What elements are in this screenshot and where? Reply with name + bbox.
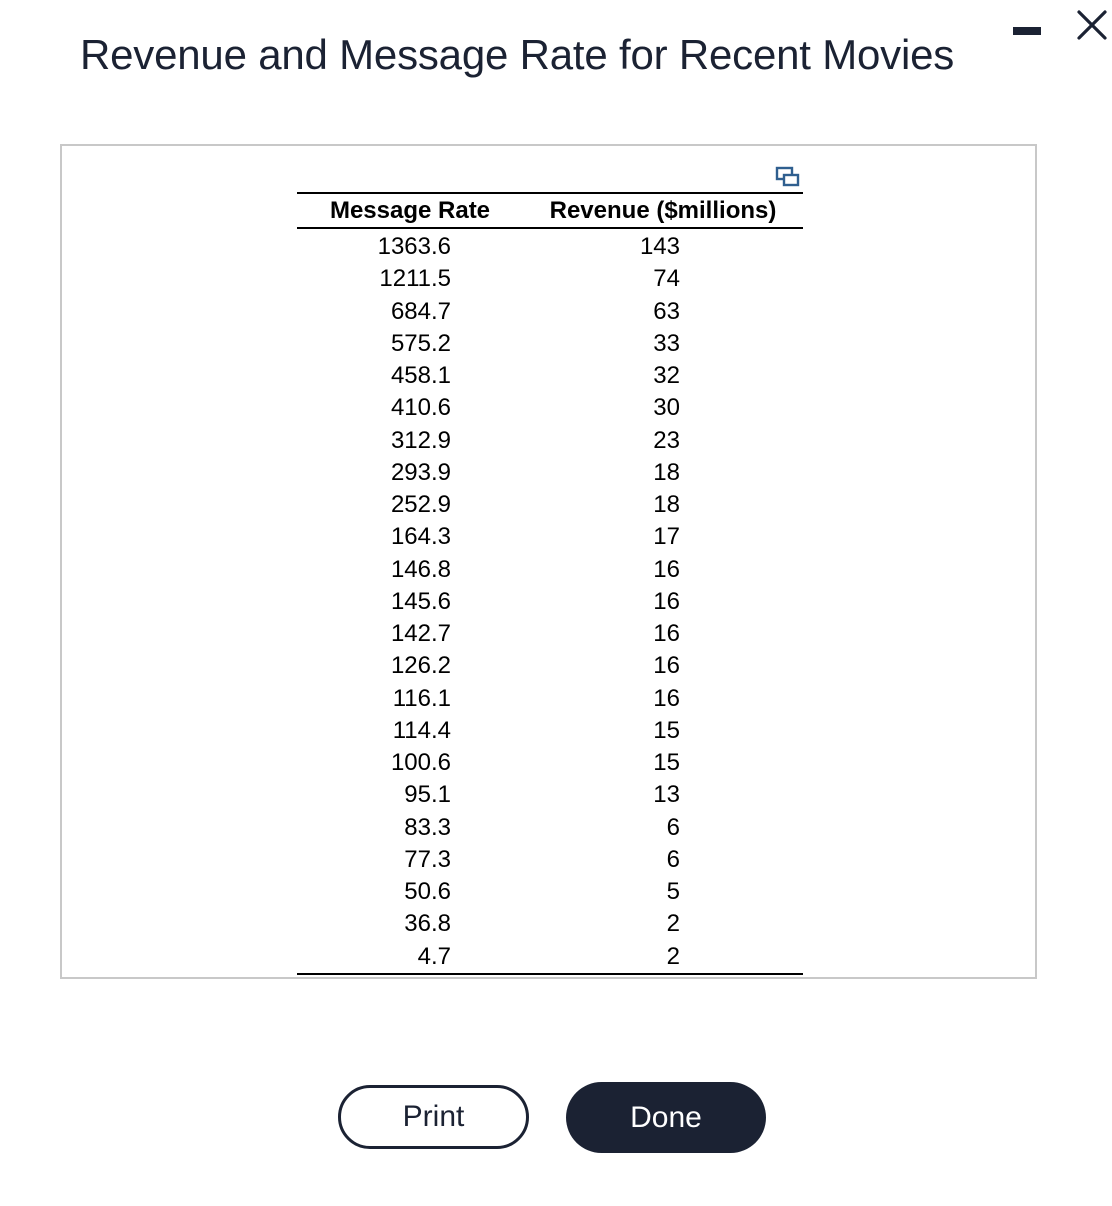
cell-message-rate: 116.1 <box>392 684 451 712</box>
table-row <box>297 392 803 424</box>
cell-revenue: 32 <box>653 362 680 390</box>
cell-message-rate: 410.6 <box>390 394 451 422</box>
movie-data-table <box>297 192 803 975</box>
table-row <box>297 328 803 360</box>
cell-revenue: 15 <box>653 749 680 777</box>
cell-message-rate: 1211.5 <box>379 265 451 293</box>
data-panel <box>60 144 1037 979</box>
cell-message-rate: 36.8 <box>404 910 451 938</box>
header-revenue: Revenue ($millions) <box>523 193 803 228</box>
cell-message-rate: 293.9 <box>390 458 451 486</box>
cell-revenue: 16 <box>653 620 680 648</box>
cell-message-rate: 142.7 <box>390 620 451 648</box>
print-button[interactable]: Print <box>338 1085 529 1149</box>
done-button[interactable]: Done <box>566 1082 766 1153</box>
table-row <box>297 554 803 586</box>
table-row <box>297 586 803 618</box>
cell-revenue: 5 <box>666 878 680 906</box>
cell-message-rate: 50.6 <box>404 878 451 906</box>
cell-message-rate: 83.3 <box>404 813 451 841</box>
cell-message-rate: 100.6 <box>390 749 451 777</box>
cell-revenue: 2 <box>666 910 680 938</box>
table-row <box>297 296 803 328</box>
cell-revenue: 2 <box>666 942 680 970</box>
table-row <box>297 941 803 974</box>
cell-revenue: 13 <box>653 781 680 809</box>
cell-message-rate: 114.4 <box>392 716 451 744</box>
cell-message-rate: 4.7 <box>417 942 451 970</box>
cell-message-rate: 312.9 <box>390 426 451 454</box>
cell-revenue: 16 <box>653 555 680 583</box>
table-row <box>297 263 803 295</box>
cell-revenue: 18 <box>653 491 680 519</box>
cell-message-rate: 146.8 <box>390 555 451 583</box>
cell-revenue: 16 <box>653 652 680 680</box>
cell-message-rate: 575.2 <box>390 329 451 357</box>
cell-revenue: 74 <box>653 265 680 293</box>
table-row <box>297 812 803 844</box>
cell-revenue: 33 <box>653 329 680 357</box>
minimize-icon <box>1013 27 1041 35</box>
table-body <box>297 228 803 974</box>
cell-revenue: 16 <box>653 587 680 615</box>
table-row <box>297 683 803 715</box>
header-message-rate: Message Rate <box>297 193 523 228</box>
cell-message-rate: 1363.6 <box>377 233 451 261</box>
cell-revenue: 23 <box>653 426 680 454</box>
cell-revenue: 6 <box>666 845 680 873</box>
table-row <box>297 747 803 779</box>
table-row <box>297 779 803 811</box>
table-header-row <box>297 193 803 228</box>
cell-message-rate: 95.1 <box>404 781 451 809</box>
close-button[interactable] <box>1072 6 1112 46</box>
close-icon <box>1072 6 1112 46</box>
table-row <box>297 618 803 650</box>
table-row <box>297 650 803 682</box>
cell-revenue: 63 <box>653 297 680 325</box>
cell-message-rate: 252.9 <box>390 491 451 519</box>
cell-revenue: 17 <box>653 523 680 551</box>
dialog-title: Revenue and Message Rate for Recent Movies <box>80 31 955 78</box>
cell-revenue: 143 <box>639 233 680 261</box>
table-row <box>297 457 803 489</box>
minimize-button[interactable] <box>1007 14 1045 48</box>
cell-revenue: 30 <box>653 394 680 422</box>
cell-message-rate: 164.3 <box>390 523 451 551</box>
table-row <box>297 876 803 908</box>
table-row <box>297 425 803 457</box>
cell-message-rate: 77.3 <box>404 845 451 873</box>
copy-to-clipboard-button[interactable] <box>775 164 801 190</box>
table-row <box>297 844 803 876</box>
table-row <box>297 908 803 940</box>
cell-revenue: 15 <box>653 716 680 744</box>
copy-icon <box>775 164 801 190</box>
cell-revenue: 6 <box>666 813 680 841</box>
table-row <box>297 489 803 521</box>
cell-message-rate: 684.7 <box>390 297 451 325</box>
table-row <box>297 228 803 263</box>
cell-revenue: 18 <box>653 458 680 486</box>
cell-message-rate: 126.2 <box>390 652 451 680</box>
table-row <box>297 715 803 747</box>
cell-message-rate: 458.1 <box>390 362 451 390</box>
table-row <box>297 360 803 392</box>
cell-message-rate: 145.6 <box>390 587 451 615</box>
cell-revenue: 16 <box>653 684 680 712</box>
table-row <box>297 521 803 553</box>
